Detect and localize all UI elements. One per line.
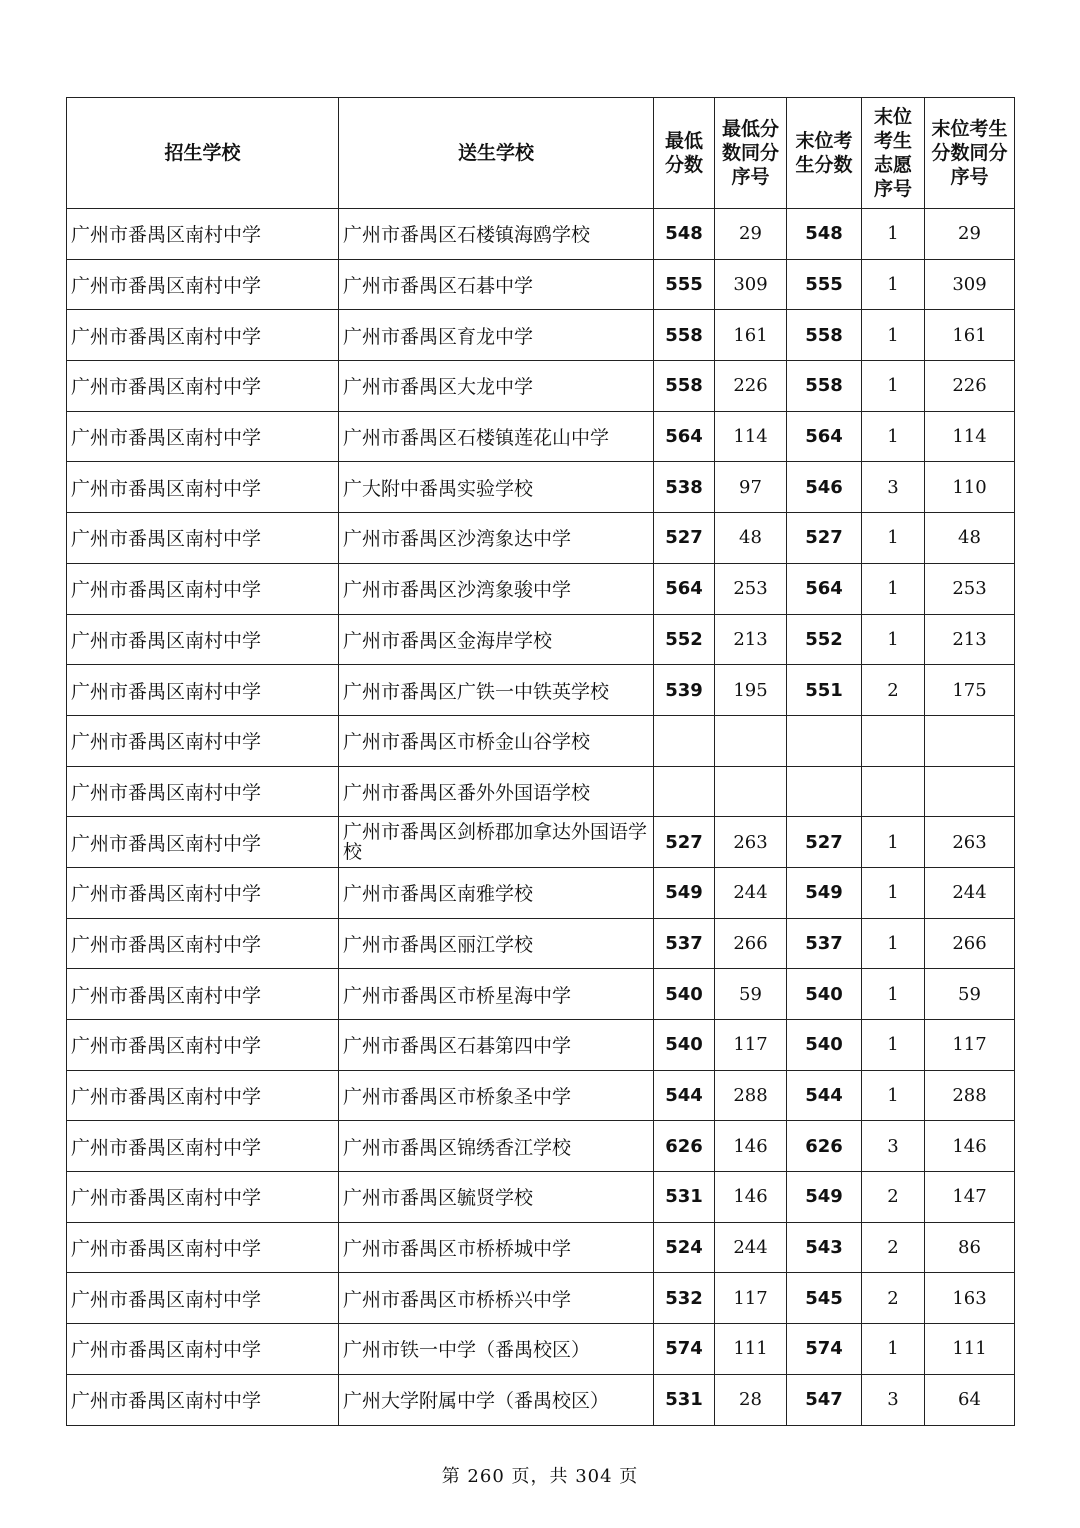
cell-min-score: 527 [654, 817, 715, 868]
cell-school: 广州市番禺区南村中学 [67, 513, 339, 564]
table-row [67, 1324, 1015, 1375]
cell-min-score: 524 [654, 1222, 715, 1273]
table-row [67, 310, 1015, 361]
cell-source-school: 广州市番禺区剑桥郡加拿达外国语学校 [339, 817, 654, 868]
table-row [67, 665, 1015, 716]
cell-last-score: 537 [787, 918, 862, 969]
cell-min-score: 540 [654, 1020, 715, 1071]
cell-min-score: 564 [654, 563, 715, 614]
cell-school: 广州市番禺区南村中学 [67, 1070, 339, 1121]
table-row [67, 513, 1015, 564]
cell-min-score-rank: 244 [715, 1222, 787, 1273]
cell-last-score: 574 [787, 1324, 862, 1375]
cell-last-score-rank: 59 [925, 969, 1015, 1020]
table-row [67, 462, 1015, 513]
cell-min-score-rank: 29 [715, 209, 787, 260]
cell-last-score: 547 [787, 1374, 862, 1425]
cell-last-score [787, 715, 862, 766]
cell-school: 广州市番禺区南村中学 [67, 563, 339, 614]
admission-table [66, 97, 1015, 1426]
cell-last-score: 527 [787, 817, 862, 868]
cell-last-preference: 1 [862, 411, 925, 462]
cell-school: 广州市番禺区南村中学 [67, 1121, 339, 1172]
cell-source-school: 广州市番禺区锦绣香江学校 [339, 1121, 654, 1172]
cell-last-preference: 1 [862, 817, 925, 868]
cell-source-school: 广州市番禺区石碁中学 [339, 259, 654, 310]
header-last-score-rank: 末位考生分数同分序号 [925, 98, 1015, 209]
table-row [67, 1374, 1015, 1425]
cell-last-score: 564 [787, 563, 862, 614]
cell-last-preference: 1 [862, 563, 925, 614]
cell-last-preference: 1 [862, 867, 925, 918]
cell-min-score: 537 [654, 918, 715, 969]
cell-min-score-rank [715, 715, 787, 766]
cell-last-score [787, 766, 862, 817]
cell-last-score-rank: 266 [925, 918, 1015, 969]
cell-last-preference: 2 [862, 1273, 925, 1324]
cell-min-score-rank: 195 [715, 665, 787, 716]
cell-last-preference: 1 [862, 361, 925, 412]
cell-school: 广州市番禺区南村中学 [67, 665, 339, 716]
cell-last-preference: 1 [862, 259, 925, 310]
cell-last-preference [862, 766, 925, 817]
cell-last-preference: 1 [862, 209, 925, 260]
table-row [67, 259, 1015, 310]
cell-last-score-rank: 29 [925, 209, 1015, 260]
cell-last-preference: 1 [862, 918, 925, 969]
cell-source-school: 广州市番禺区毓贤学校 [339, 1172, 654, 1223]
cell-min-score: 552 [654, 614, 715, 665]
cell-school: 广州市番禺区南村中学 [67, 817, 339, 868]
cell-min-score-rank: 146 [715, 1172, 787, 1223]
cell-school: 广州市番禺区南村中学 [67, 462, 339, 513]
cell-source-school: 广州市番禺区市桥星海中学 [339, 969, 654, 1020]
cell-last-score-rank: 110 [925, 462, 1015, 513]
cell-last-score-rank: 86 [925, 1222, 1015, 1273]
cell-source-school: 广州市铁一中学（番禺校区） [339, 1324, 654, 1375]
cell-min-score: 539 [654, 665, 715, 716]
cell-source-school: 广州市番禺区丽江学校 [339, 918, 654, 969]
table-row [67, 361, 1015, 412]
table-row [67, 918, 1015, 969]
cell-last-score-rank: 288 [925, 1070, 1015, 1121]
header-min-score: 最低分数 [654, 98, 715, 209]
cell-last-preference: 1 [862, 1324, 925, 1375]
cell-source-school: 广州市番禺区市桥象圣中学 [339, 1070, 654, 1121]
cell-school: 广州市番禺区南村中学 [67, 310, 339, 361]
cell-last-score-rank: 64 [925, 1374, 1015, 1425]
cell-school: 广州市番禺区南村中学 [67, 766, 339, 817]
cell-source-school: 广州市番禺区市桥桥兴中学 [339, 1273, 654, 1324]
cell-min-score: 548 [654, 209, 715, 260]
cell-min-score-rank [715, 766, 787, 817]
cell-school: 广州市番禺区南村中学 [67, 715, 339, 766]
cell-last-preference: 1 [862, 614, 925, 665]
cell-last-score: 549 [787, 867, 862, 918]
cell-last-preference: 1 [862, 310, 925, 361]
cell-last-score-rank: 175 [925, 665, 1015, 716]
table-row [67, 867, 1015, 918]
cell-last-score-rank: 163 [925, 1273, 1015, 1324]
cell-min-score: 531 [654, 1374, 715, 1425]
cell-last-score-rank: 117 [925, 1020, 1015, 1071]
table-row [67, 1273, 1015, 1324]
cell-last-preference: 3 [862, 1121, 925, 1172]
table-row [67, 411, 1015, 462]
header-min-score-rank: 最低分数同分序号 [715, 98, 787, 209]
table-row [67, 1121, 1015, 1172]
cell-source-school: 广州市番禺区沙湾象骏中学 [339, 563, 654, 614]
cell-min-score-rank: 97 [715, 462, 787, 513]
cell-source-school: 广州市番禺区南雅学校 [339, 867, 654, 918]
cell-source-school: 广州大学附属中学（番禺校区） [339, 1374, 654, 1425]
cell-source-school: 广州市番禺区石楼镇莲花山中学 [339, 411, 654, 462]
cell-last-score-rank: 48 [925, 513, 1015, 564]
cell-last-score: 558 [787, 310, 862, 361]
cell-source-school: 广州市番禺区广铁一中铁英学校 [339, 665, 654, 716]
cell-last-score: 564 [787, 411, 862, 462]
cell-last-preference: 3 [862, 1374, 925, 1425]
cell-min-score: 626 [654, 1121, 715, 1172]
cell-min-score: 527 [654, 513, 715, 564]
cell-source-school: 广州市番禺区育龙中学 [339, 310, 654, 361]
cell-last-score: 552 [787, 614, 862, 665]
cell-min-score-rank: 117 [715, 1020, 787, 1071]
cell-last-score-rank: 309 [925, 259, 1015, 310]
cell-last-score: 543 [787, 1222, 862, 1273]
cell-last-score-rank: 147 [925, 1172, 1015, 1223]
cell-min-score-rank: 146 [715, 1121, 787, 1172]
cell-min-score: 564 [654, 411, 715, 462]
cell-source-school: 广州市番禺区大龙中学 [339, 361, 654, 412]
cell-last-score-rank: 263 [925, 817, 1015, 868]
cell-school: 广州市番禺区南村中学 [67, 867, 339, 918]
header-school: 招生学校 [67, 98, 339, 209]
cell-min-score [654, 766, 715, 817]
cell-last-preference: 1 [862, 1070, 925, 1121]
cell-min-score-rank: 59 [715, 969, 787, 1020]
cell-last-preference: 1 [862, 1020, 925, 1071]
cell-source-school: 广州市番禺区金海岸学校 [339, 614, 654, 665]
header-last-preference: 末位考生志愿序号 [862, 98, 925, 209]
cell-last-score: 558 [787, 361, 862, 412]
cell-school: 广州市番禺区南村中学 [67, 1222, 339, 1273]
cell-min-score-rank: 111 [715, 1324, 787, 1375]
cell-min-score: 531 [654, 1172, 715, 1223]
cell-source-school: 广大附中番禺实验学校 [339, 462, 654, 513]
cell-last-preference: 2 [862, 665, 925, 716]
table-row [67, 563, 1015, 614]
table-row [67, 1020, 1015, 1071]
cell-min-score-rank: 114 [715, 411, 787, 462]
cell-min-score [654, 715, 715, 766]
cell-last-score: 544 [787, 1070, 862, 1121]
cell-school: 广州市番禺区南村中学 [67, 1273, 339, 1324]
table-row [67, 969, 1015, 1020]
cell-last-score: 548 [787, 209, 862, 260]
cell-school: 广州市番禺区南村中学 [67, 411, 339, 462]
cell-min-score: 558 [654, 310, 715, 361]
cell-last-score: 551 [787, 665, 862, 716]
cell-min-score-rank: 266 [715, 918, 787, 969]
cell-min-score: 532 [654, 1273, 715, 1324]
cell-source-school: 广州市番禺区沙湾象达中学 [339, 513, 654, 564]
cell-source-school: 广州市番禺区市桥桥城中学 [339, 1222, 654, 1273]
cell-last-preference: 3 [862, 462, 925, 513]
cell-last-score: 527 [787, 513, 862, 564]
header-last-score: 末位考生分数 [787, 98, 862, 209]
cell-min-score: 538 [654, 462, 715, 513]
table-row [67, 614, 1015, 665]
cell-last-preference: 2 [862, 1222, 925, 1273]
cell-school: 广州市番禺区南村中学 [67, 259, 339, 310]
table-body [67, 209, 1015, 1426]
cell-last-score-rank: 146 [925, 1121, 1015, 1172]
cell-last-score-rank: 226 [925, 361, 1015, 412]
cell-last-preference: 1 [862, 969, 925, 1020]
cell-min-score: 574 [654, 1324, 715, 1375]
cell-last-score-rank: 161 [925, 310, 1015, 361]
cell-min-score-rank: 117 [715, 1273, 787, 1324]
cell-min-score-rank: 28 [715, 1374, 787, 1425]
cell-school: 广州市番禺区南村中学 [67, 1374, 339, 1425]
table-row [67, 715, 1015, 766]
table-row [67, 817, 1015, 868]
cell-min-score-rank: 253 [715, 563, 787, 614]
cell-last-score: 546 [787, 462, 862, 513]
table-row [67, 209, 1015, 260]
cell-min-score-rank: 244 [715, 867, 787, 918]
cell-source-school: 广州市番禺区石碁第四中学 [339, 1020, 654, 1071]
cell-last-score: 540 [787, 1020, 862, 1071]
header-row [67, 98, 1015, 209]
cell-last-score: 549 [787, 1172, 862, 1223]
cell-source-school: 广州市番禺区番外外国语学校 [339, 766, 654, 817]
cell-min-score-rank: 309 [715, 259, 787, 310]
table-header [67, 98, 1015, 209]
cell-min-score: 555 [654, 259, 715, 310]
cell-source-school: 广州市番禺区石楼镇海鸥学校 [339, 209, 654, 260]
cell-last-score-rank: 213 [925, 614, 1015, 665]
table-row [67, 1222, 1015, 1273]
table-row [67, 1172, 1015, 1223]
cell-last-preference: 2 [862, 1172, 925, 1223]
cell-last-score: 540 [787, 969, 862, 1020]
cell-last-score-rank: 111 [925, 1324, 1015, 1375]
cell-min-score-rank: 263 [715, 817, 787, 868]
cell-min-score: 544 [654, 1070, 715, 1121]
admission-table-container [66, 97, 1014, 1426]
cell-min-score-rank: 288 [715, 1070, 787, 1121]
cell-last-score-rank [925, 715, 1015, 766]
cell-school: 广州市番禺区南村中学 [67, 918, 339, 969]
cell-last-score-rank: 114 [925, 411, 1015, 462]
cell-last-score-rank: 253 [925, 563, 1015, 614]
cell-school: 广州市番禺区南村中学 [67, 361, 339, 412]
cell-last-score-rank [925, 766, 1015, 817]
cell-min-score: 540 [654, 969, 715, 1020]
cell-school: 广州市番禺区南村中学 [67, 969, 339, 1020]
cell-min-score: 558 [654, 361, 715, 412]
cell-last-score-rank: 244 [925, 867, 1015, 918]
cell-school: 广州市番禺区南村中学 [67, 1020, 339, 1071]
cell-school: 广州市番禺区南村中学 [67, 1324, 339, 1375]
header-source-school: 送生学校 [339, 98, 654, 209]
cell-min-score-rank: 213 [715, 614, 787, 665]
table-row [67, 1070, 1015, 1121]
cell-last-score: 626 [787, 1121, 862, 1172]
cell-last-score: 555 [787, 259, 862, 310]
cell-school: 广州市番禺区南村中学 [67, 209, 339, 260]
cell-min-score-rank: 161 [715, 310, 787, 361]
cell-source-school: 广州市番禺区市桥金山谷学校 [339, 715, 654, 766]
cell-school: 广州市番禺区南村中学 [67, 614, 339, 665]
page-number-footer: 第 260 页，共 304 页 [441, 1466, 639, 1487]
cell-last-preference: 1 [862, 513, 925, 564]
cell-min-score-rank: 48 [715, 513, 787, 564]
cell-school: 广州市番禺区南村中学 [67, 1172, 339, 1223]
cell-min-score-rank: 226 [715, 361, 787, 412]
cell-last-preference [862, 715, 925, 766]
cell-last-score: 545 [787, 1273, 862, 1324]
table-row [67, 766, 1015, 817]
cell-min-score: 549 [654, 867, 715, 918]
